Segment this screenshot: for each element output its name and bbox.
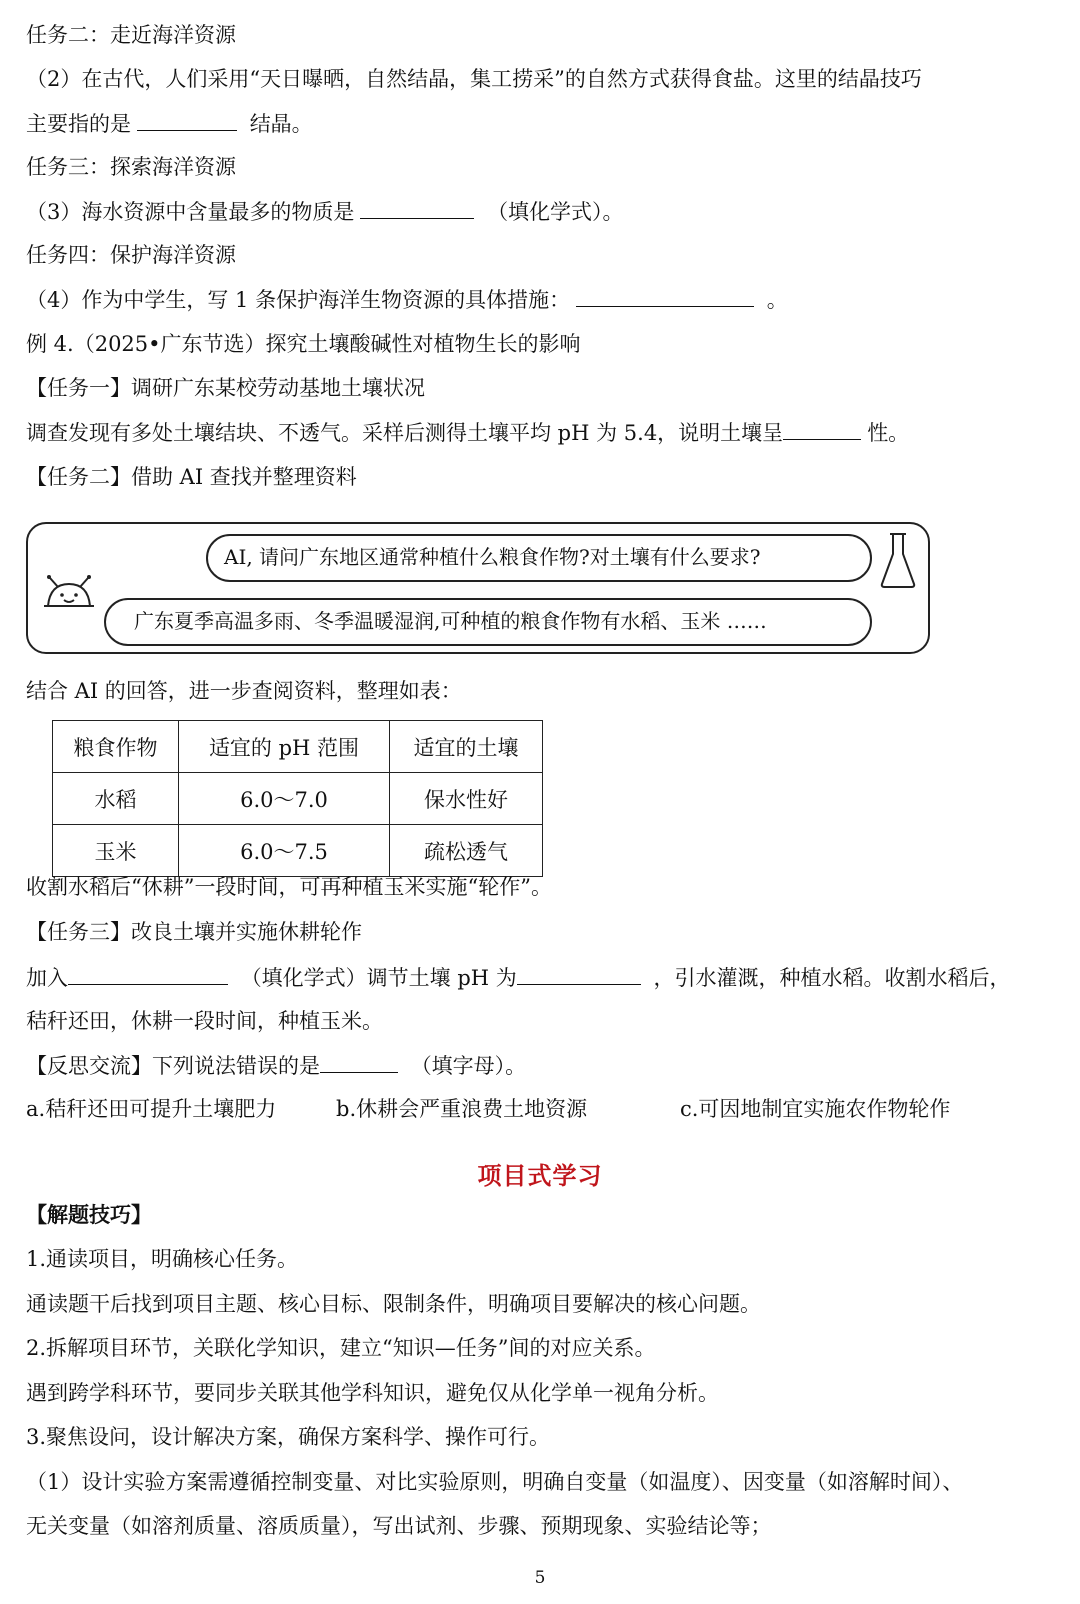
question-3-text-a: （3）海水资源中含量最多的物质是 [26, 200, 355, 224]
question-2-text-a: 主要指的是 [26, 112, 131, 136]
table-row [53, 825, 543, 877]
tip-line: 无关变量（如溶剂质量、溶质质量），写出试剂、步骤、预期现象、实验结论等； [26, 1514, 772, 1538]
tip-line: 通读题干后找到项目主题、核心目标、限制条件，明确项目要解决的核心问题。 [26, 1292, 761, 1316]
e4-task1-text [26, 417, 909, 448]
table-intro: 结合 AI 的回答，进一步查阅资料，整理如表： [26, 679, 462, 703]
e4-task3-heading: 【任务三】改良土壤并实施休耕轮作 [26, 920, 362, 944]
table-cell: 水稻 [53, 773, 179, 825]
example-4-title: 例 4.（2025•广东节选）探究土壤酸碱性对植物生长的影响 [26, 332, 581, 356]
e4-task3-text-line2: 秸秆还田，休耕一段时间，种植玉米。 [26, 1009, 383, 1033]
answer-blank[interactable] [320, 1050, 398, 1073]
robot-icon [40, 574, 98, 612]
option-a: a.秸秆还田可提升土壤肥力 [26, 1097, 277, 1121]
reflection-text-b: （填字母）。 [410, 1054, 527, 1078]
question-2-line1: （2）在古代，人们采用“天日曝晒，自然结晶，集工捞采”的自然方式获得食盐。这里的结晶技巧 [26, 67, 922, 91]
table-header-row [53, 721, 543, 773]
table-header-cell: 适宜的 pH 范围 [179, 721, 390, 773]
table-cell: 玉米 [53, 825, 179, 877]
tip-line: （1）设计实验方案需遵循控制变量、对比实验原则，明确自变量（如温度）、因变量（如溶解时间）、 [26, 1470, 964, 1494]
e4-task1-text-b: 性。 [867, 421, 910, 445]
task3-heading: 任务三：探索海洋资源 [26, 155, 236, 179]
question-bubble: AI, 请问广东地区通常种植什么粮食作物?对土壤有什么要求? [206, 534, 872, 582]
question-4 [26, 284, 788, 315]
task4-heading: 任务四：保护海洋资源 [26, 243, 236, 267]
question-3 [26, 196, 624, 227]
table-cell: 6.0～7.5 [179, 825, 390, 877]
question-3-text-b: （填化学式）。 [487, 200, 624, 224]
reflection-question [26, 1050, 526, 1081]
table-row [53, 773, 543, 825]
answer-blank[interactable] [783, 417, 861, 440]
tip-line: 1.通读项目，明确核心任务。 [26, 1247, 299, 1271]
flask-icon [878, 530, 918, 590]
answer-blank[interactable] [517, 962, 641, 985]
question-4-text-b: 。 [766, 288, 788, 312]
crop-table [52, 720, 543, 877]
e4-task1-heading: 【任务一】调研广东某校劳动基地土壤状况 [26, 376, 425, 400]
e4-task2-heading: 【任务二】借助 AI 查找并整理资料 [26, 465, 357, 489]
table-cell: 保水性好 [390, 773, 543, 825]
question-2-text-b: 结晶。 [249, 112, 313, 136]
answer-blank[interactable] [360, 196, 474, 219]
answer-blank[interactable] [576, 284, 754, 307]
reflection-text-a: 【反思交流】下列说法错误的是 [26, 1054, 320, 1078]
question-4-text-a: （4）作为中学生，写 1 条保护海洋生物资源的具体措施： [26, 288, 571, 312]
table-header-cell: 粮食作物 [53, 721, 179, 773]
tip-line: 3.聚焦设问，设计解决方案，确保方案科学、操作可行。 [26, 1425, 551, 1449]
answer-bubble: 广东夏季高温多雨、冬季温暖湿润,可种植的粮食作物有水稻、玉米 …… [104, 598, 872, 646]
answer-blank[interactable] [137, 108, 237, 131]
table-cell: 6.0～7.0 [179, 773, 390, 825]
e4-task3-text-c: ，引水灌溉，种植水稻。收割水稻后， [653, 966, 1011, 990]
section-title: 项目式学习 [477, 1161, 603, 1190]
table-header-cell: 适宜的土壤 [390, 721, 543, 773]
tip-line: 遇到跨学科环节，要同步关联其他学科知识，避免仅从化学单一视角分析。 [26, 1381, 719, 1405]
task2-heading: 任务二：走近海洋资源 [26, 23, 236, 47]
page-number: 5 [534, 1568, 546, 1588]
e4-task1-text-a: 调查发现有多处土壤结块、不透气。采样后测得土壤平均 pH 为 5.4，说明土壤呈 [26, 421, 784, 445]
tip-line: 2.拆解项目环节，关联化学知识，建立“知识—任务”间的对应关系。 [26, 1336, 656, 1360]
option-b: b.休耕会严重浪费土地资源 [336, 1097, 588, 1121]
e4-task3-text-b: （填化学式）调节土壤 pH 为 [240, 966, 517, 990]
question-2-line2 [26, 108, 313, 139]
e4-task3-text-a: 加入 [26, 966, 68, 990]
e4-task3-text-line1 [26, 962, 1010, 993]
answer-blank[interactable] [68, 962, 228, 985]
after-table-text: 收割水稻后“休耕”一段时间，可再种植玉米实施“轮作”。 [26, 875, 552, 899]
option-c: c.可因地制宜实施农作物轮作 [680, 1097, 951, 1121]
table-cell: 疏松透气 [390, 825, 543, 877]
tips-heading: 【解题技巧】 [26, 1202, 152, 1227]
